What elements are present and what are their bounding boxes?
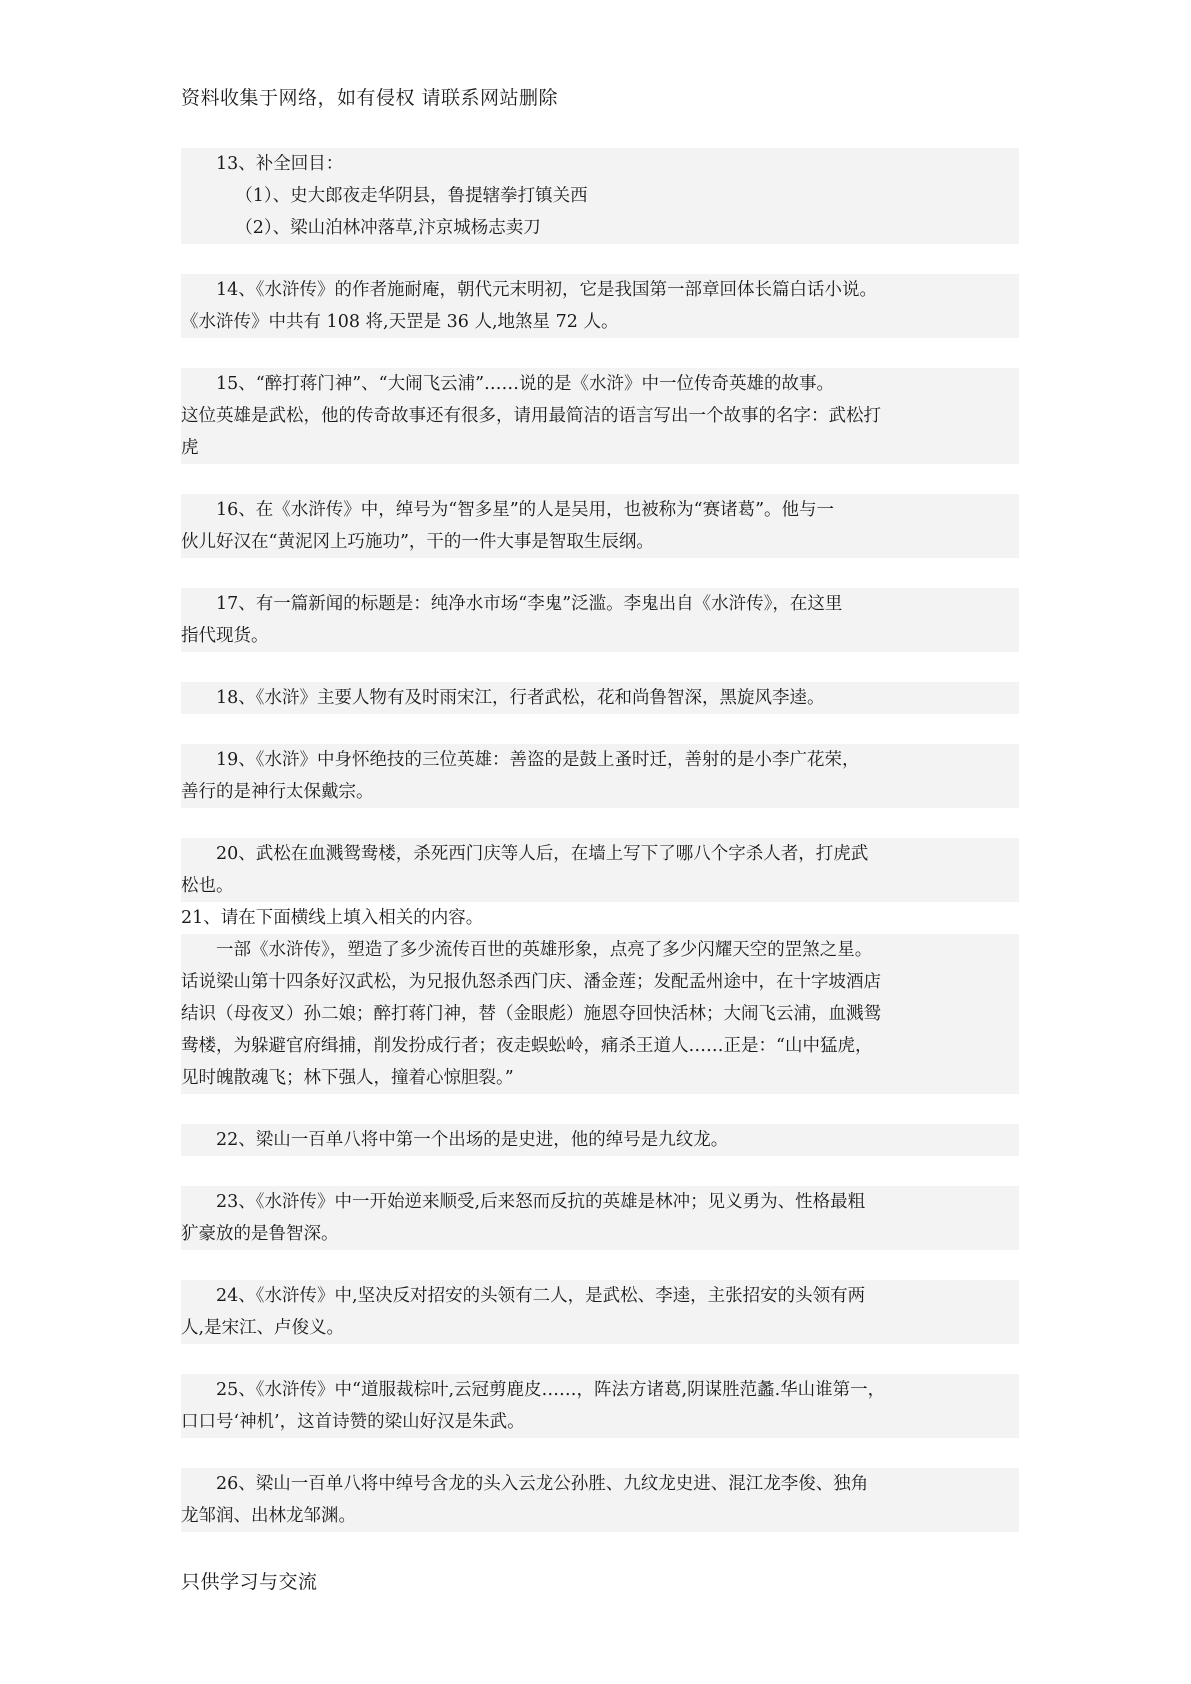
paragraph-line: 人,是宋江、卢俊义。 — [181, 1318, 345, 1338]
question-21 — [181, 934, 1019, 1094]
question-15 — [181, 368, 1019, 464]
question-21-title: 21、请在下面横线上填入相关的内容。 — [181, 908, 484, 928]
question-16 — [181, 494, 1019, 558]
paragraph-line: 《水浒传》中共有 108 将,天罡是 36 人,地煞星 72 人。 — [181, 312, 619, 332]
paragraph-line: 善行的是神行太保戴宗。 — [181, 782, 374, 802]
paragraph-line: 15、“醉打蒋门神”、“大闹飞云浦”……说的是《水浒》中一位传奇英雄的故事。 — [216, 374, 835, 394]
question-18 — [181, 682, 1019, 714]
paragraph-line: 话说梁山第十四条好汉武松，为兄报仇怒杀西门庆、潘金莲；发配孟州途中，在十字坡酒店 — [181, 972, 881, 992]
paragraph-line: 20、武松在血溅鸳鸯楼，杀死西门庆等人后，在墙上写下了哪八个字杀人者，打虎武 — [216, 844, 869, 864]
document-body — [181, 148, 1019, 1532]
question-19 — [181, 744, 1019, 808]
question-22 — [181, 1124, 1019, 1156]
paragraph-line: 25、《水浒传》中“道服裁棕叶,云冠剪鹿皮……，阵法方诸葛,阴谋胜范蠡.华山谁第一， — [216, 1380, 886, 1400]
paragraph-line: 18、《水浒》主要人物有及时雨宋江，行者武松，花和尚鲁智深，黑旋风李逵。 — [216, 688, 825, 708]
page-header: 资料收集于网络，如有侵权 请联系网站删除 — [181, 87, 559, 109]
question-25 — [181, 1374, 1019, 1438]
question-23 — [181, 1186, 1019, 1250]
paragraph-line: 指代现货。 — [181, 626, 269, 646]
paragraph-line: 虎 — [181, 438, 199, 458]
paragraph-line: 22、梁山一百单八将中第一个出场的是史进，他的绰号是九纹龙。 — [216, 1130, 729, 1150]
paragraph-line: 鸯楼，为躲避官府缉捕，削发扮成行者；夜走蜈蚣岭，痛杀王道人……正是：“山中猛虎， — [181, 1036, 873, 1056]
question-title: 13、补全回目： — [216, 154, 344, 174]
paragraph-line: 16、在《水浒传》中，绰号为“智多星”的人是吴用，也被称为“赛诸葛”。他与一 — [216, 500, 835, 520]
question-14 — [181, 274, 1019, 338]
paragraph-line: 17、有一篇新闻的标题是：纯净水市场“李鬼”泛滥。李鬼出自《水浒传》，在这里 — [216, 594, 843, 614]
paragraph-line: 26、梁山一百单八将中绰号含龙的头入云龙公孙胜、九纹龙史进、混江龙李俊、独角 — [216, 1474, 869, 1494]
paragraph-line: 见时魄散魂飞；林下强人，撞着心惊胆裂。” — [181, 1068, 514, 1088]
question-26 — [181, 1468, 1019, 1532]
question-item: （1）、史大郎夜走华阴县，鲁提辖拳打镇关西 — [235, 186, 588, 206]
paragraph-line: 24、《水浒传》中,坚决反对招安的头领有二人，是武松、李逵，主张招安的头领有两 — [216, 1286, 866, 1306]
page-footer: 只供学习与交流 — [181, 1571, 318, 1593]
paragraph-line: 一部《水浒传》，塑造了多少流传百世的英雄形象，点亮了多少闪耀天空的罡煞之星。 — [216, 940, 873, 960]
paragraph-line: 龙邹润、出林龙邹渊。 — [181, 1506, 356, 1526]
paragraph-line: 这位英雄是武松，他的传奇故事还有很多，请用最简洁的语言写出一个故事的名字：武松打 — [181, 406, 881, 426]
paragraph-line: 23、《水浒传》中一开始逆来顺受,后来怒而反抗的英雄是林冲；见义勇为、性格最粗 — [216, 1192, 866, 1212]
paragraph-line: 结识（母夜叉）孙二娘；醉打蒋门神，替（金眼彪）施恩夺回快活林；大闹飞云浦，血溅鸳 — [181, 1004, 881, 1024]
question-13 — [181, 148, 1019, 244]
paragraph-line: 伙儿好汉在“黄泥冈上巧施功”，干的一件大事是智取生辰纲。 — [181, 532, 654, 552]
question-24 — [181, 1280, 1019, 1344]
question-17 — [181, 588, 1019, 652]
paragraph-line: 松也。 — [181, 876, 234, 896]
paragraph-line: 口口号‘神机’，这首诗赞的梁山好汉是朱武。 — [181, 1412, 525, 1432]
question-20 — [181, 838, 1019, 902]
paragraph-line: 14、《水浒传》的作者施耐庵，朝代元末明初，它是我国第一部章回体长篇白话小说。 — [216, 280, 878, 300]
paragraph-line: 19、《水浒》中身怀绝技的三位英雄：善盗的是鼓上蚤时迁，善射的是小李广花荣， — [216, 750, 860, 770]
question-item: （2）、梁山泊林冲落草,汴京城杨志卖刀 — [235, 218, 541, 238]
paragraph-line: 犷豪放的是鲁智深。 — [181, 1224, 339, 1244]
